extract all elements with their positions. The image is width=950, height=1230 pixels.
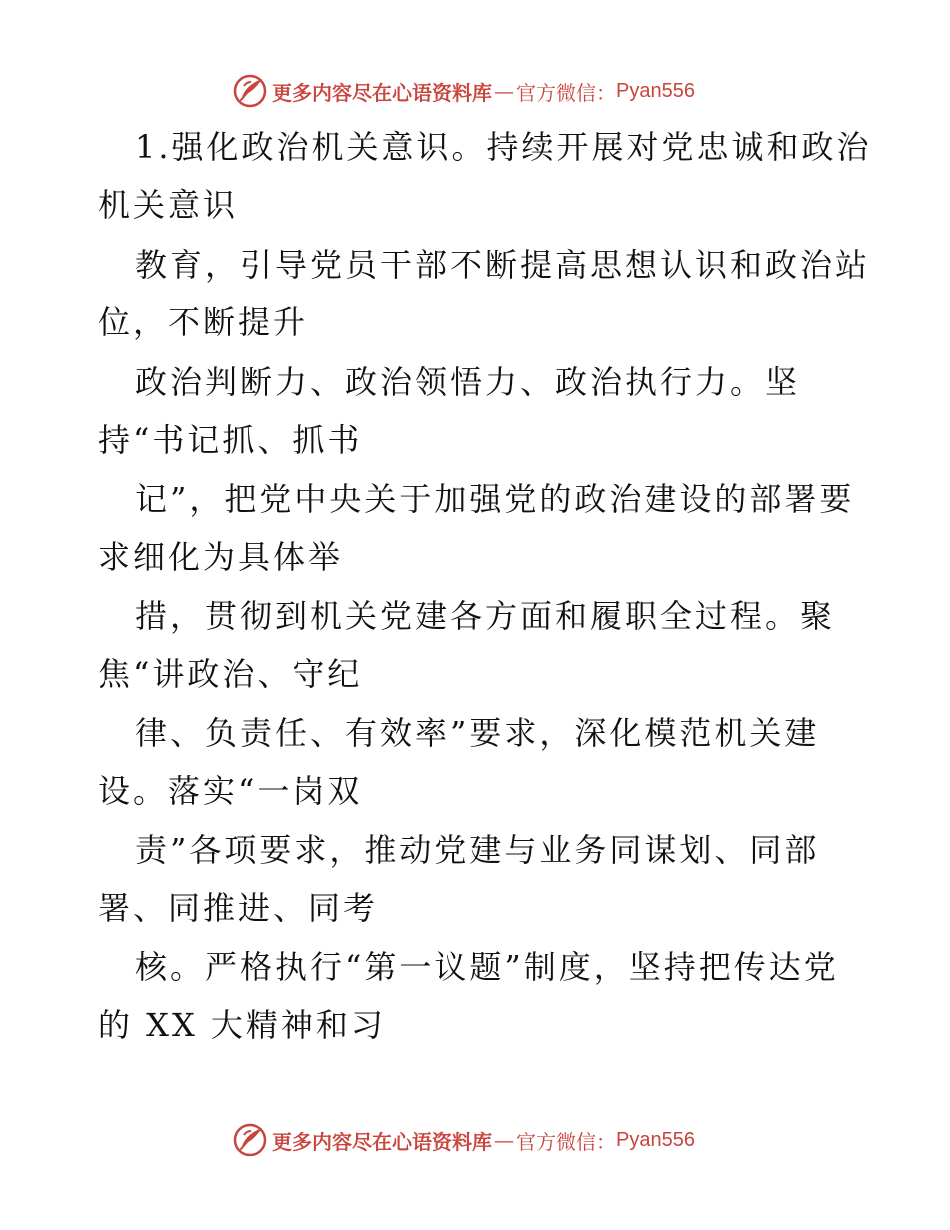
text-line: 设。落实“一岗双 <box>98 772 363 810</box>
banner-wechat-label: 官方微信： <box>516 1129 616 1154</box>
text-line: 求细化为具体举 <box>98 538 344 576</box>
banner-dash: — <box>494 79 514 103</box>
quill-logo-icon <box>232 73 268 109</box>
text-line: 核。严格执行“第一议题”制度，坚持把传达党 <box>135 948 839 986</box>
quill-logo-icon <box>232 1122 268 1158</box>
text-line: 教育，引导党员干部不断提高思想认识和政治站 <box>135 246 871 284</box>
banner-wechat-label: 官方微信： <box>516 80 616 105</box>
text-line: 律、负责任、有效率”要求，深化模范机关建 <box>135 714 820 752</box>
text-line: 位，不断提升 <box>98 303 309 341</box>
text-line: 署、同推进、同考 <box>98 889 379 927</box>
text-line: 焦“讲政治、守纪 <box>98 655 363 693</box>
footer-watermark <box>232 1120 695 1160</box>
banner-title: 更多内容尽在心语资料库 <box>272 1129 492 1154</box>
banner-wechat-id: Pyan556 <box>616 79 695 102</box>
text-line: 责”各项要求，推动党建与业务同谋划、同部 <box>135 831 820 869</box>
banner-title: 更多内容尽在心语资料库 <box>272 80 492 105</box>
text-line: 机关意识 <box>98 186 239 224</box>
text-line: 措，贯彻到机关党建各方面和履职全过程。聚 <box>135 597 836 635</box>
banner-wechat-id: Pyan556 <box>616 1128 695 1151</box>
header-watermark <box>232 71 695 111</box>
text-line: 持“书记抓、抓书 <box>98 421 363 459</box>
banner-dash: — <box>494 1128 514 1152</box>
text-line: 的 XX 大精神和习 <box>98 1006 386 1044</box>
text-line: 1.强化政治机关意识。持续开展对党忠诚和政治 <box>135 128 872 166</box>
text-line: 政治判断力、政治领悟力、政治执行力。坚 <box>135 363 801 401</box>
text-line: 记”，把党中央关于加强党的政治建设的部署要 <box>135 480 855 518</box>
